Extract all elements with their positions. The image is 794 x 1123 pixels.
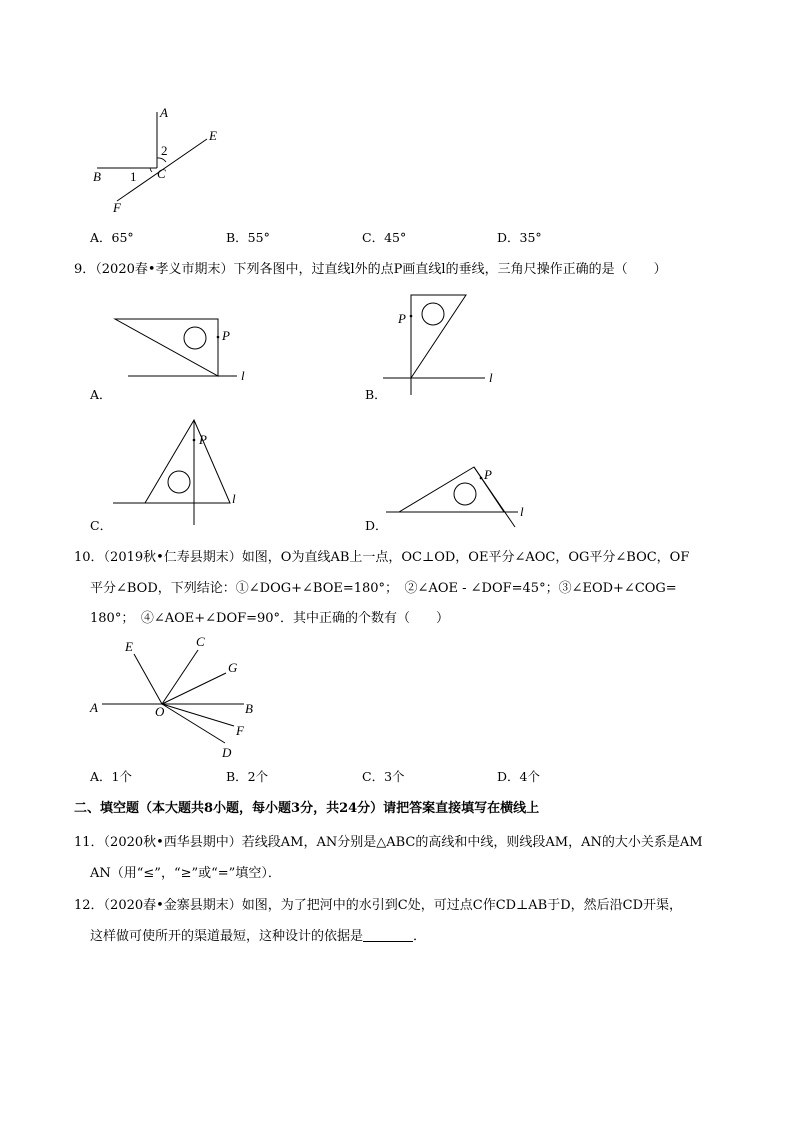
q10-option-a: A．1个 xyxy=(90,769,132,784)
q11-stem-line1: 11．（2020秋•西华县期中）若线段AM，AN分别是△ABC的高线和中线，则线段AM，AN的大小关系是AM xyxy=(74,835,703,850)
q8-label-b: B xyxy=(93,169,101,184)
section-heading: 二、填空题（本大题共8小题，每小题3分，共24分）请把答案直接填写在横线上 xyxy=(74,801,540,816)
q9-option-a: A． xyxy=(90,387,112,402)
q9-option-c: C． xyxy=(90,518,113,533)
q9c-label-l: l xyxy=(232,491,236,506)
q9b-label-p: P xyxy=(398,311,406,326)
q9a-label-l: l xyxy=(241,368,245,383)
q12-stem-text: 这样做可使所开的渠道最短，这种设计的依据是 xyxy=(90,929,364,944)
q9d-label-p: P xyxy=(484,467,492,482)
q10-label-o: O xyxy=(155,704,165,719)
q11-stem-line2: AN（用“≤”，“≥”或“=”填空）． xyxy=(90,866,281,881)
q12-answer-blank[interactable] xyxy=(363,929,413,942)
q8-label-2: 2 xyxy=(161,143,168,158)
q10-label-f: F xyxy=(236,723,244,738)
q10-label-b: B xyxy=(245,701,253,716)
q10-label-g: G xyxy=(228,660,238,675)
q10-label-e: E xyxy=(125,639,133,654)
q9-stem: 9．（2020春•孝义市期末）下列各图中，过直线l外的点P画直线l的垂线，三角尺操作正确的是（ ） xyxy=(74,262,667,277)
q8-option-a: A．65° xyxy=(90,230,134,245)
q10-stem-line2: 平分∠BOD，下列结论：①∠DOG+∠BOE=180°； ②∠AOE - ∠DOF=45°；③∠EOD+∠COG= xyxy=(90,581,677,596)
q8-option-b: B．55° xyxy=(226,230,270,245)
q10-option-c: C．3个 xyxy=(362,769,405,784)
q12-stem-line2 xyxy=(90,928,426,946)
q9-option-b: B． xyxy=(365,387,387,402)
q12-stem-end: ． xyxy=(413,929,427,944)
q10-stem-line3: 180°； ④∠AOE+∠DOF=90°．其中正确的个数有（ ） xyxy=(90,611,450,626)
q8-label-f: F xyxy=(113,200,121,215)
q8-label-e: E xyxy=(209,128,217,143)
q9-option-d: D． xyxy=(365,518,388,533)
q9c-label-p: P xyxy=(199,432,207,447)
q8-label-a: A xyxy=(160,105,168,120)
q10-label-a: A xyxy=(90,700,98,715)
q9a-label-p: P xyxy=(222,328,230,343)
q12-stem-line1: 12．（2020春•金寨县期末）如图，为了把河中的水引到C处，可过点C作CD⊥AB于D，然后沿CD开渠， xyxy=(74,898,683,913)
q8-option-d: D．35° xyxy=(497,230,542,245)
q8-option-c: C．45° xyxy=(362,230,407,245)
q9b-label-l: l xyxy=(489,370,493,385)
q8-label-1: 1 xyxy=(130,169,137,184)
q9d-label-l: l xyxy=(520,504,524,519)
q10-option-d: D．4个 xyxy=(497,769,540,784)
q8-label-c: C xyxy=(157,166,166,181)
q10-label-c: C xyxy=(196,634,205,649)
q10-stem-line1: 10．（2019秋•仁寿县期末）如图，O为直线AB上一点，OC⊥OD，OE平分∠AOC，OG平分∠BOC，OF xyxy=(74,550,690,565)
q10-option-b: B．2个 xyxy=(226,769,269,784)
q10-label-d: D xyxy=(222,745,232,760)
